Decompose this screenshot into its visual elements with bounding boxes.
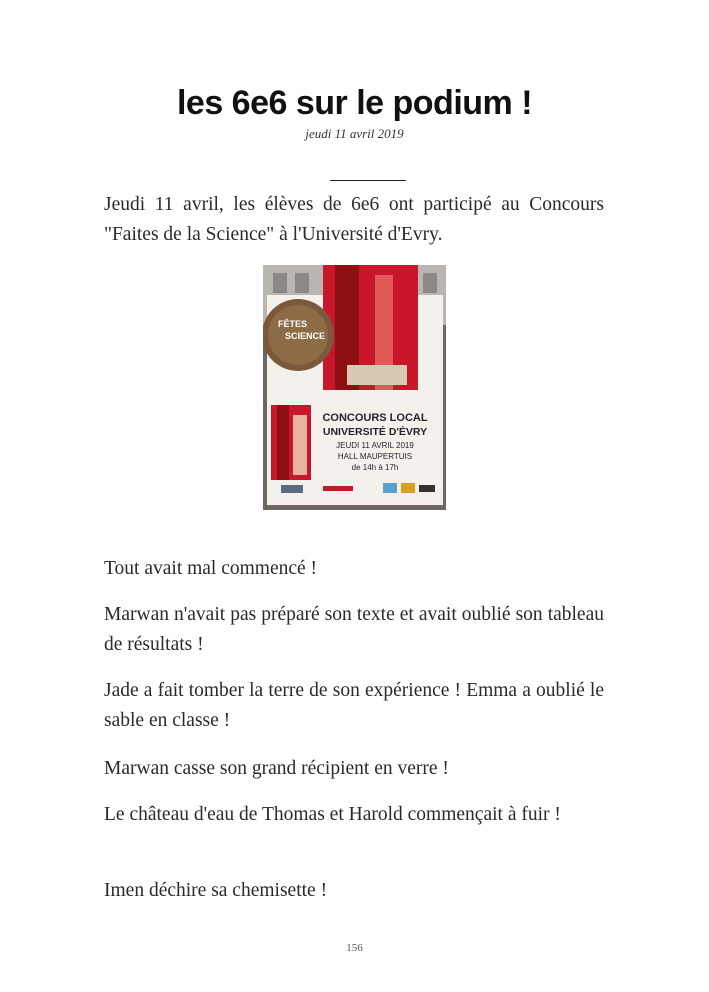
poster-illustration: [263, 265, 446, 510]
poster-place: UNIVERSITÉ D'ÉVRY: [322, 426, 428, 438]
paragraph-3: Jade a fait tomber la terre de son expérience ! Emma a oublié le sable en classe !: [104, 680, 604, 731]
paragraph-5: Le château d'eau de Thomas et Harold commençait à fuir !: [104, 804, 561, 825]
paragraph-1: Tout avait mal commencé !: [104, 558, 318, 579]
poster-logo-line1: FÊTES: [278, 319, 308, 329]
poster-hours: de 14h à 17h: [351, 463, 399, 472]
article-title: les 6e6 sur le podium !: [176, 84, 533, 122]
sponsor-logo: [419, 485, 435, 492]
sponsor-logo: [401, 483, 415, 493]
title-separator: [330, 180, 406, 181]
poster-hall: HALL MAUPERTUIS: [337, 452, 413, 461]
poster-logo-line2: SCIENCE: [285, 331, 326, 341]
poster-headline: CONCOURS LOCAL: [322, 412, 428, 424]
article-date: jeudi 11 avril 2019: [305, 126, 404, 141]
page-number: 156: [346, 942, 363, 954]
sponsor-logo: [323, 486, 353, 491]
sponsor-logo: [383, 483, 397, 493]
sponsor-logo: [281, 485, 303, 493]
paragraph-2: Marwan n'avait pas préparé son texte et avait oublié son tableau de résultats !: [104, 604, 604, 655]
paragraph-4: Marwan casse son grand récipient en verre !: [104, 758, 449, 779]
paragraph-6: Imen déchire sa chemisette !: [104, 880, 328, 901]
poster-date: JEUDI 11 AVRIL 2019: [336, 441, 414, 450]
intro-paragraph: Jeudi 11 avril, les élèves de 6e6 ont participé au Concours "Faites de la Science" à l'Université d'Evry.: [104, 194, 604, 245]
contest-poster-photo: [263, 265, 446, 510]
